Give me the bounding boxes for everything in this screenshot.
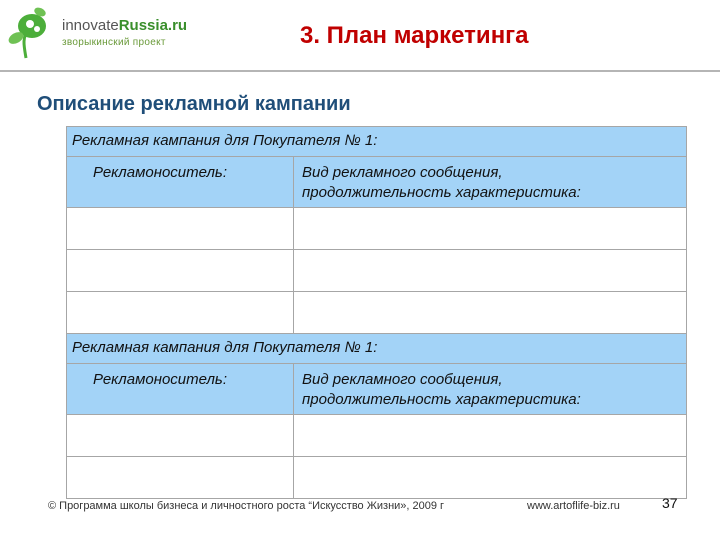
page-number: 37 — [662, 495, 678, 511]
brand-subtitle: зворыкинский проект — [62, 37, 166, 48]
column-header-line: продолжительность характеристика: — [302, 184, 581, 201]
column-header-message — [294, 157, 687, 208]
slide-title: 3. План маркетинга — [300, 22, 529, 49]
header-divider — [0, 70, 720, 72]
footer-website[interactable]: www.artoflife-biz.ru — [527, 500, 620, 512]
table-row — [67, 157, 687, 208]
brand-name-part1: innovate — [62, 17, 119, 34]
table-row — [67, 457, 687, 499]
table-cell[interactable] — [294, 208, 687, 250]
footer-copyright: © Программа школы бизнеса и личностного роста “Искусство Жизни», 2009 г — [48, 500, 445, 512]
column-header-message — [294, 364, 687, 415]
column-header-carrier: Рекламоноситель: — [67, 364, 294, 415]
sprout-icon — [6, 4, 56, 60]
table-cell[interactable] — [294, 250, 687, 292]
table-cell[interactable] — [67, 457, 294, 499]
table-row — [67, 127, 687, 157]
section-heading: Рекламная кампания для Покупателя № 1: — [67, 127, 687, 157]
campaign-table — [66, 126, 687, 499]
table-row — [67, 415, 687, 457]
table-cell[interactable] — [294, 415, 687, 457]
table-row — [67, 250, 687, 292]
table-row — [67, 292, 687, 334]
column-header-line: продолжительность характеристика: — [302, 391, 581, 408]
table-row — [67, 364, 687, 415]
table-row — [67, 334, 687, 364]
brand-name — [62, 17, 187, 34]
section-heading: Рекламная кампания для Покупателя № 1: — [67, 334, 687, 364]
table-row — [67, 208, 687, 250]
table-cell[interactable] — [294, 292, 687, 334]
table-cell[interactable] — [67, 208, 294, 250]
column-header-carrier: Рекламоноситель: — [67, 157, 294, 208]
brand-name-part2: Russia.ru — [118, 17, 188, 34]
column-header-line: Вид рекламного сообщения, — [302, 164, 503, 181]
table-cell[interactable] — [67, 250, 294, 292]
table-cell[interactable] — [67, 415, 294, 457]
column-header-line: Вид рекламного сообщения, — [302, 371, 503, 388]
section-subtitle: Описание рекламной кампании — [37, 93, 351, 115]
innovate-russia-logo — [6, 4, 196, 60]
table-cell[interactable] — [67, 292, 294, 334]
table-cell[interactable] — [294, 457, 687, 499]
